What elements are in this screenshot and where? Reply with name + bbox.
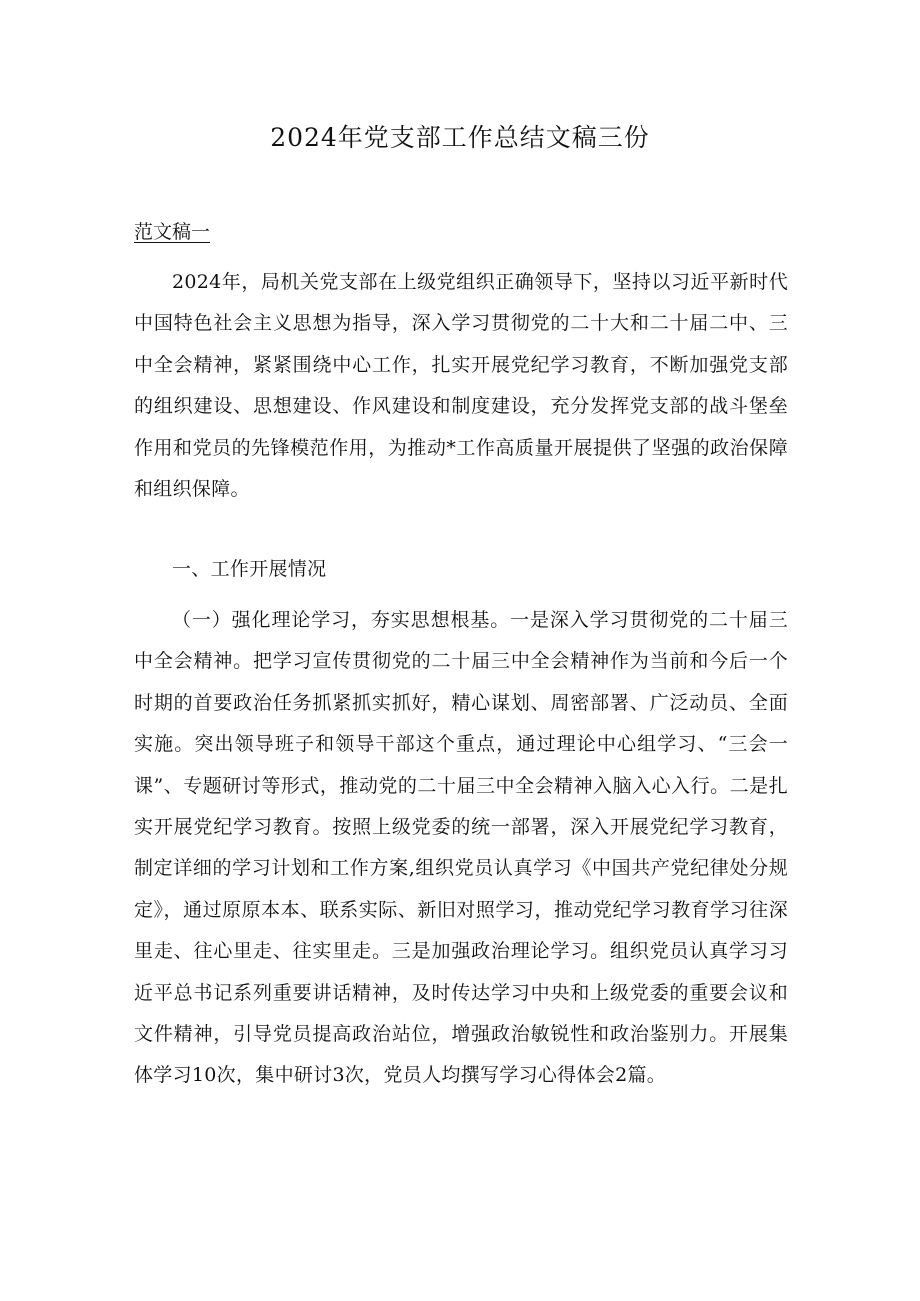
document-title: 2024年党支部工作总结文稿三份	[270, 123, 650, 152]
intro-paragraph: 2024年，局机关党支部在上级党组织正确领导下，坚持以习近平新时代中国特色社会主义思想为指导，深入学习贯彻党的二十大和二十届二中、三中全会精神，紧紧围绕中心工作，扎实开展党纪学习教育，不断加强党支部的组织建设、思想建设、作风建设和制度建设，充分发挥党支部的战斗堡垒作用和党员的先锋模范作用，为推动*工作高质量开展提供了坚强的政治保障和组织保障。	[134, 271, 788, 501]
body-paragraph: （一）强化理论学习，夯实思想根基。一是深入学习贯彻党的二十届三中全会精神。把学习宣传贯彻党的二十届三中全会精神作为当前和今后一个时期的首要政治任务抓紧抓实抓好，精心谋划、周密部署、广泛动员、全面实施。突出领导班子和领导干部这个重点，通过理论中心组学习、“三会一课”、专题研讨等形式，推动党的二十届三中全会精神入脑入心入行。二是扎实开展党纪学习教育。按照上级党委的统一部署，深入开展党纪学习教育，制定详细的学习计划和工作方案,组织党员认真学习《中国共产党纪律处分规定》，通过原原本本、联系实际、新旧对照学习，推动党纪学习教育学习往深里走、往心里走、往实里走。三是加强政治理论学习。组织党员认真学习习近平总书记系列重要讲话精神，及时传达学习中央和上级党委的重要会议和文件精神，引导党员提高政治站位，增强政治敏锐性和政治鉴别力。开展集体学习10次，集中研讨3次，党员人均撰写学习心得体会2篇。	[134, 609, 788, 1087]
document-subheading: 范文稿一	[134, 221, 211, 243]
section-heading: 一、工作开展情况	[172, 558, 327, 580]
